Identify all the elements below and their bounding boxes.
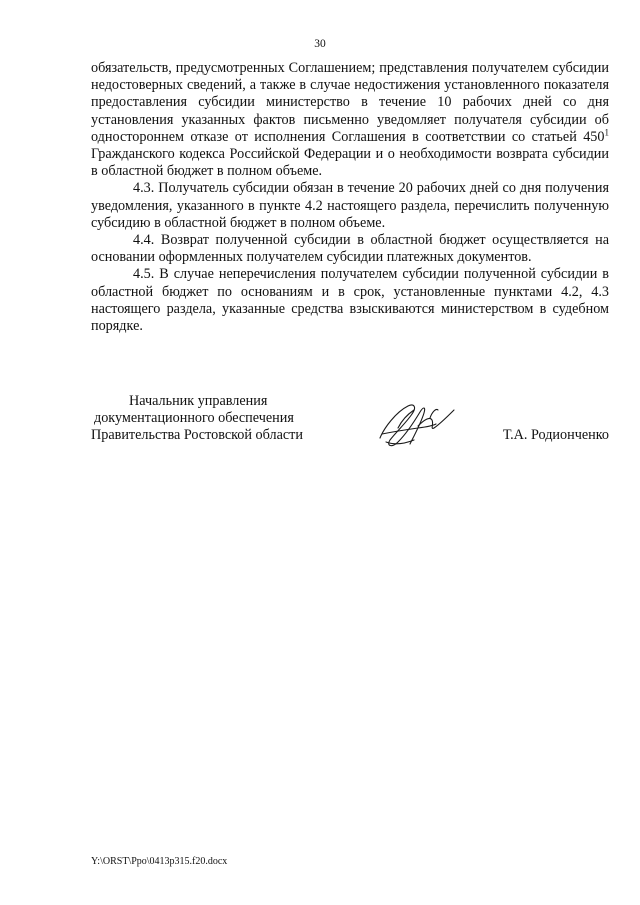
paragraph-continuation-text: обязательств, предусмотренных Соглашением; представления получателем субсидии недостоверных сведений, а также в случае недостижения установленного показателя предоставления субсидии министерство в течение 10 рабочих дней со дня установления указанных фактов письменно уведомляет получателя субсидии об одностороннем отказе от исполнения Соглашения в соответствии со статьей 450 <box>91 60 609 145</box>
document-body <box>91 60 609 335</box>
file-path-footer: Y:\ORST\Ppo\0413p315.f20.docx <box>91 856 228 867</box>
position-line-3: Правительства Ростовской области <box>91 427 303 444</box>
position-line-1: Начальник управления <box>129 393 268 409</box>
paragraph-continuation <box>91 60 609 180</box>
paragraph-4-5: 4.5. В случае неперечисления получателем субсидии полученной субсидии в областной бюджет по основаниям и в срок, установленные пунктами 4.2, 4.3 настоящего раздела, указанные средства взыскиваются министерством в судебном порядке. <box>91 266 609 335</box>
paragraph-4-3: 4.3. Получатель субсидии обязан в течение 20 рабочих дней со дня получения уведомления, указанного в пункте 4.2 настоящего раздела, перечислить полученную субсидию в областной бюджет в полном объеме. <box>91 180 609 231</box>
paragraph-continuation-tail: Гражданского кодекса Российской Федерации и о необходимости возврата субсидии в областной бюджет в полном объеме. <box>91 146 609 180</box>
article-superscript: 1 <box>604 127 609 138</box>
page-number: 30 <box>314 38 326 50</box>
signer-name: Т.А. Родионченко <box>502 427 609 443</box>
position-line-2: документационного обеспечения <box>94 410 294 427</box>
paragraph-4-4: 4.4. Возврат полученной субсидии в областной бюджет осуществляется на основании оформленных получателем субсидии платежных документов. <box>91 232 609 266</box>
